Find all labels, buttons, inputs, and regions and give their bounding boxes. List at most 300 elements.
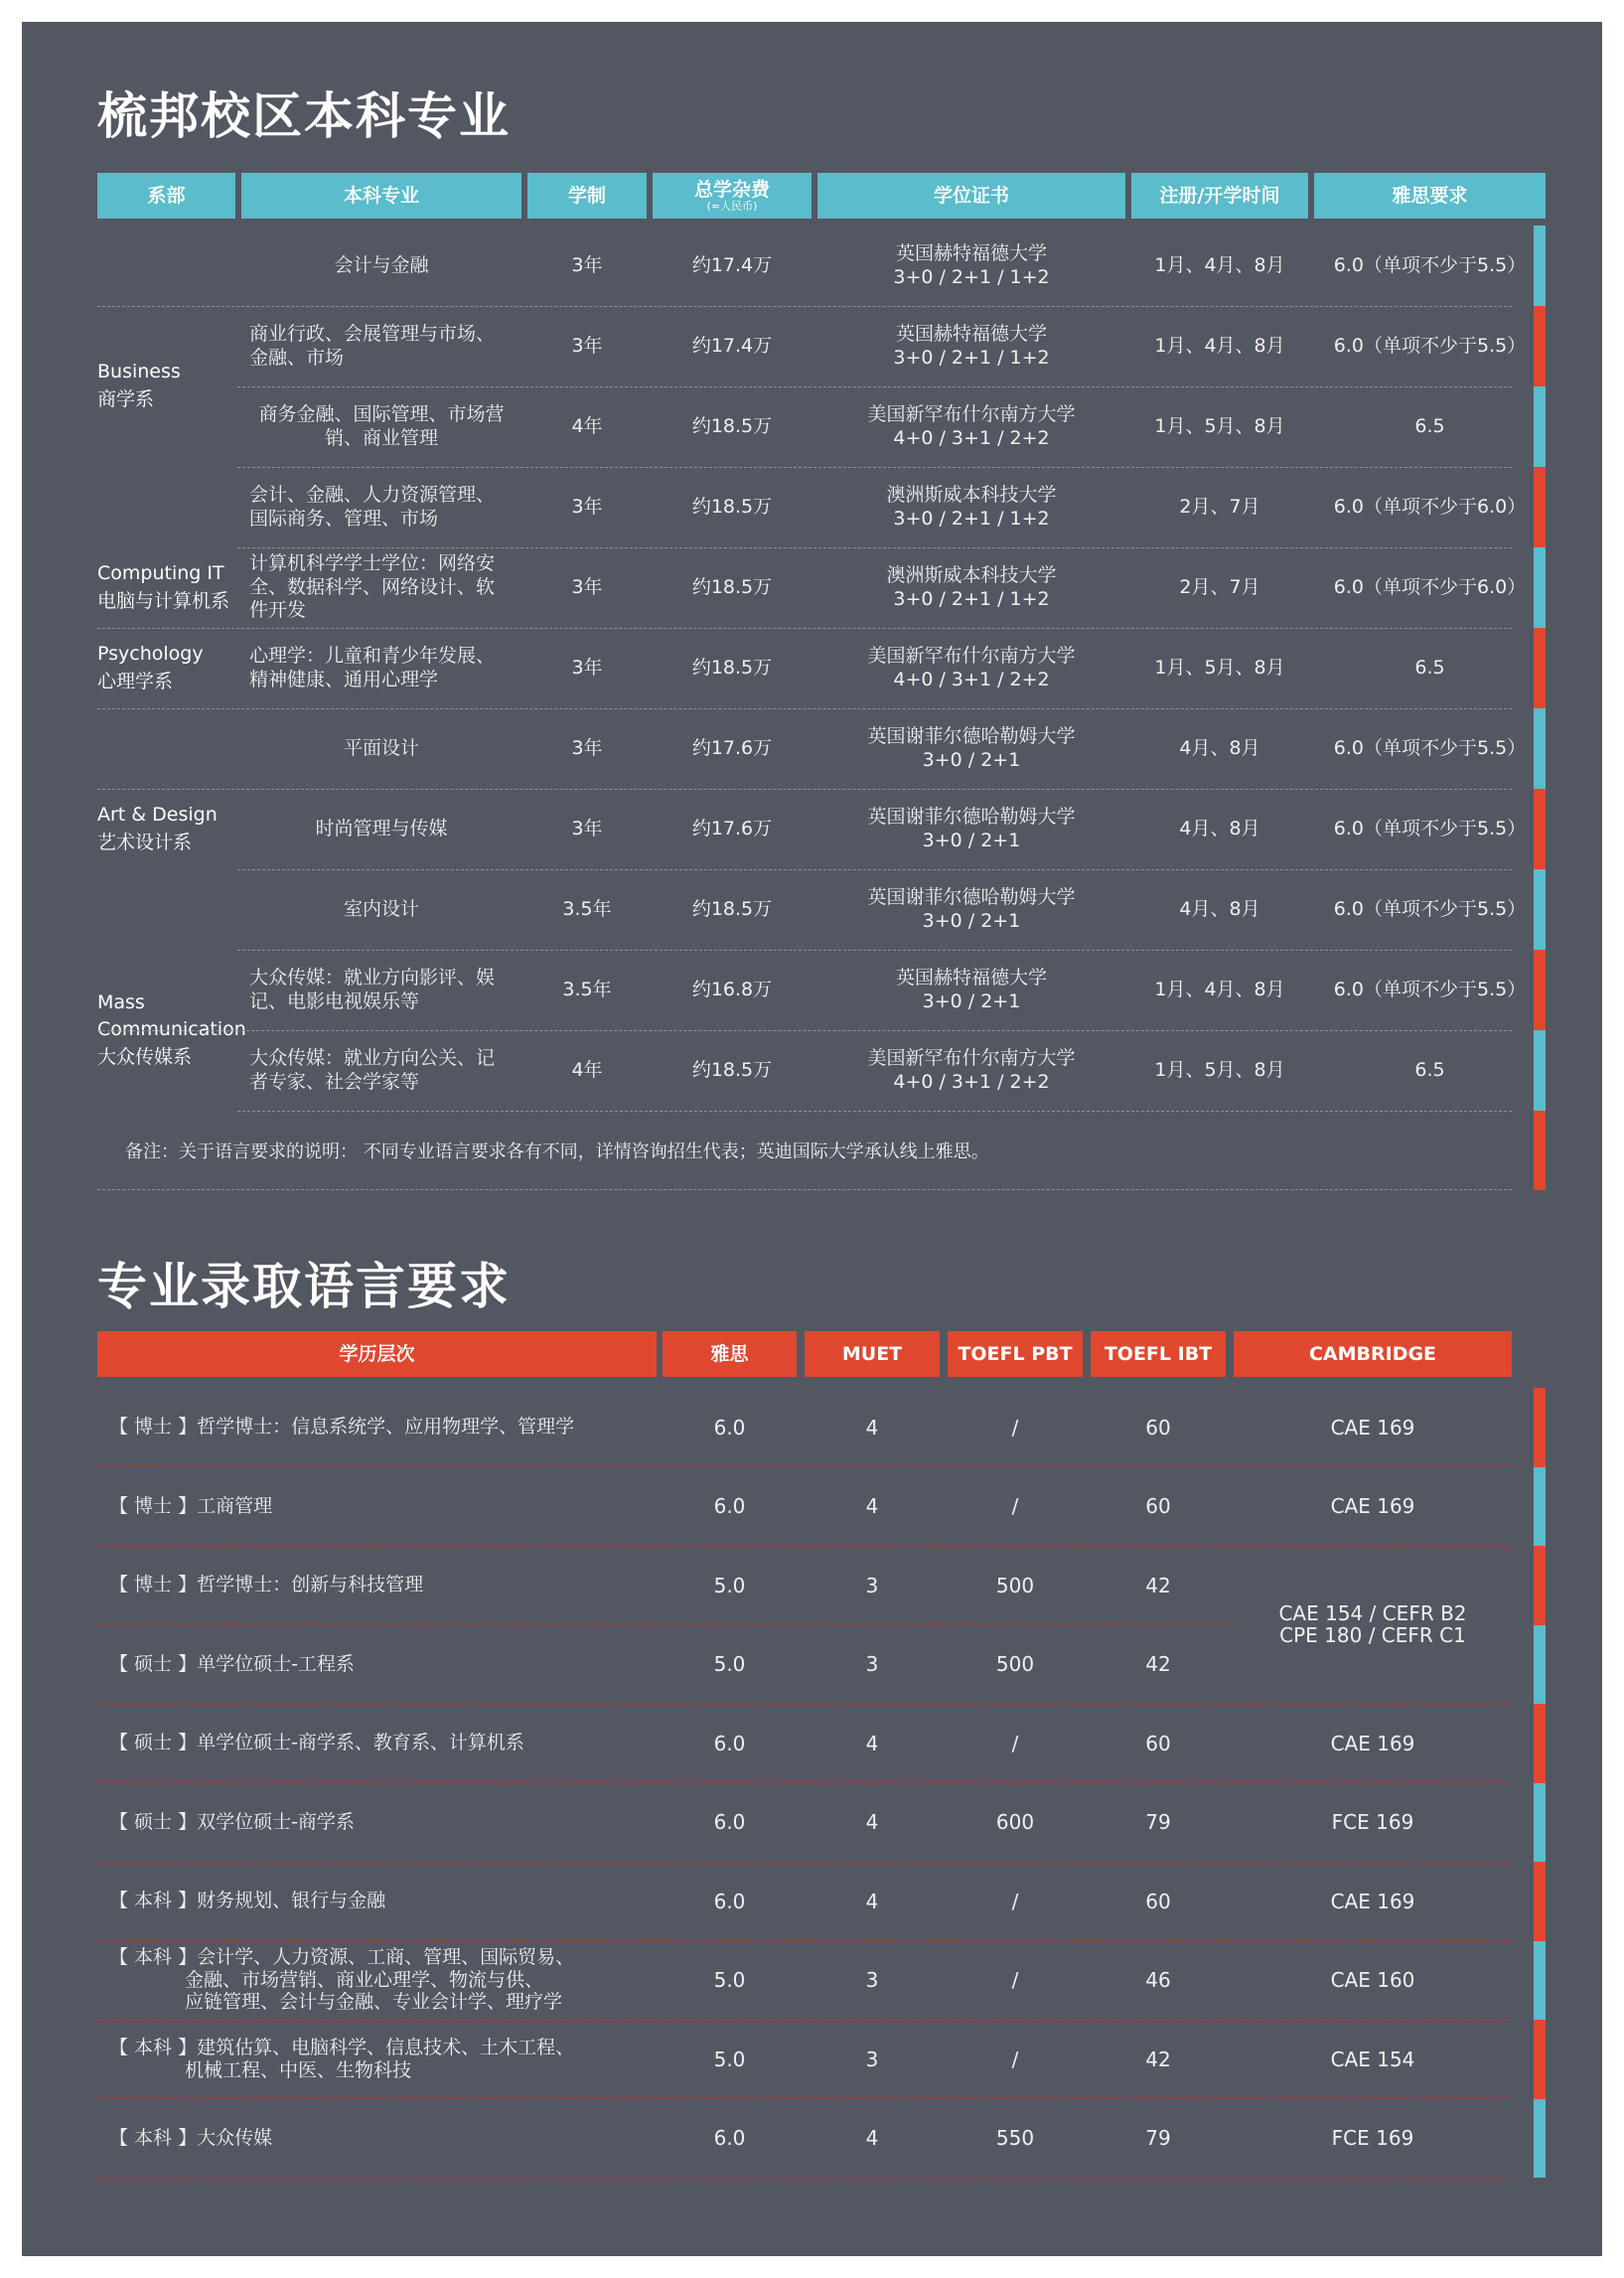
intake-cell: [1131, 547, 1308, 628]
toefl-ibt-cell-text: 60: [1145, 1494, 1171, 1518]
duration-cell: [527, 869, 647, 950]
duration-cell: [527, 467, 647, 547]
accent-bar: [1534, 950, 1546, 1030]
header-intake: 注册/开学时间: [1131, 173, 1308, 219]
ielts-cell: [663, 1704, 797, 1782]
toefl-pbt-cell: [948, 1704, 1083, 1782]
ielts-cell: [663, 2099, 797, 2178]
duration-cell: [527, 1030, 647, 1111]
intake-cell-text: 1月、5月、8月: [1154, 656, 1285, 679]
ielts-cell-text: 6.0: [713, 1889, 746, 1913]
toefl-ibt-cell-text: 42: [1145, 1652, 1171, 1676]
cambridge-cell: [1234, 1388, 1512, 1466]
dept-psychology: Psychology 心理学系: [97, 642, 204, 692]
cambridge-merged-cell: CAE 154 / CEFR B2 CPE 180 / CEFR C1: [1278, 1600, 1467, 1647]
duration-cell-text: 3年: [571, 253, 603, 276]
major-cell: [241, 306, 521, 386]
ielts-cell-text: 6.5: [1414, 656, 1445, 679]
accent-bar: [1534, 789, 1546, 869]
major-cell-text: 计算机科学学士学位：网络安 全、数据科学、网络设计、软 件开发: [249, 551, 496, 622]
intake-cell: [1131, 869, 1308, 950]
cambridge-cell-text: CAE 169: [1330, 1494, 1415, 1518]
major-cell: [241, 950, 521, 1030]
cambridge-cell-text: FCE 169: [1331, 2126, 1414, 2150]
cambridge-cell: [1234, 2020, 1512, 2098]
program-row: [237, 386, 1512, 468]
duration-cell-text: 4年: [571, 414, 603, 437]
language-row: [97, 2099, 1512, 2179]
header-toefl-pbt: TOEFL PBT: [948, 1331, 1083, 1377]
level-cell-text: 【 博士 】工商管理: [109, 1494, 273, 1517]
major-cell-text: 平面设计: [343, 736, 419, 759]
toefl-ibt-cell: [1091, 1862, 1226, 1940]
language-row: [97, 1467, 1512, 1547]
muet-cell-text: 3: [865, 1652, 879, 1676]
major-cell-text: 大众传媒：就业方向影评、娱 记、电影电视娱乐等: [249, 966, 496, 1012]
level-cell-text: 【 本科 】建筑估算、电脑科学、信息技术、土木工程、 机械工程、中医、生物科技: [109, 2036, 575, 2081]
language-row: [97, 2020, 1512, 2099]
muet-cell: [805, 1625, 940, 1704]
ielts-cell: [663, 1546, 797, 1624]
degree-cell-text: 英国赫特福德大学 3+0 / 2+1 / 1+2: [893, 241, 1050, 288]
muet-cell: [805, 1783, 940, 1862]
muet-cell: [805, 1941, 940, 2020]
muet-cell-text: 4: [865, 1494, 879, 1518]
intake-cell: [1131, 950, 1308, 1030]
duration-cell: [527, 628, 647, 708]
ielts-cell-text: 5.0: [713, 1652, 746, 1676]
duration-cell: [527, 226, 647, 306]
intake-cell-text: 2月、7月: [1179, 575, 1260, 598]
toefl-ibt-cell: [1091, 1388, 1226, 1466]
intake-cell-text: 1月、4月、8月: [1154, 334, 1285, 357]
ielts-cell-text: 6.0（单项不少于5.5）: [1333, 978, 1527, 1000]
ielts-cell-text: 6.0: [713, 1415, 746, 1440]
duration-cell: [527, 950, 647, 1030]
cambridge-cell: [1234, 1467, 1512, 1546]
ielts-cell: [1314, 869, 1546, 950]
program-row: [97, 950, 1527, 1031]
fee-cell: [653, 628, 812, 708]
intake-cell: [1131, 226, 1308, 306]
level-cell: [97, 1546, 657, 1624]
toefl-ibt-cell: [1091, 1704, 1226, 1782]
ielts-cell-text: 6.0（单项不少于5.5）: [1333, 817, 1527, 839]
muet-cell: [805, 1704, 940, 1782]
dept-computing: Computing IT 电脑与计算机系: [97, 561, 230, 612]
accent-bar: [1534, 1941, 1546, 2021]
header-major: 本科专业: [241, 173, 521, 219]
toefl-ibt-cell-text: 60: [1145, 1731, 1171, 1755]
ielts-cell: [663, 1467, 797, 1546]
intake-cell-text: 4月、8月: [1179, 897, 1260, 920]
header-ielts: 雅思要求: [1314, 173, 1546, 219]
fee-cell: [653, 950, 812, 1030]
ielts-cell: [663, 1941, 797, 2020]
toefl-pbt-cell-text: /: [1011, 1494, 1019, 1518]
toefl-pbt-cell-text: 500: [995, 1652, 1035, 1676]
ielts-cell: [663, 1388, 797, 1466]
ielts-cell-text: 6.5: [1414, 1058, 1445, 1081]
degree-cell-text: 英国谢菲尔德哈勒姆大学 3+0 / 2+1: [867, 724, 1076, 771]
fee-cell-text: 约18.5万: [691, 897, 773, 920]
language-row: [97, 1783, 1512, 1863]
muet-cell: [805, 1467, 940, 1546]
duration-cell: [527, 708, 647, 789]
ielts-cell-text: 6.0（单项不少于6.0）: [1333, 575, 1527, 598]
level-cell-text: 【 硕士 】单学位硕士-商学系、教育系、计算机系: [109, 1732, 524, 1754]
muet-cell-text: 4: [865, 1810, 879, 1834]
duration-cell: [527, 306, 647, 386]
major-cell-text: 会计与金融: [334, 253, 429, 276]
language-row: [97, 1388, 1512, 1467]
duration-cell-text: 3.5年: [562, 978, 612, 1000]
fee-cell: [653, 1030, 812, 1111]
cambridge-cell-text: CAE 154: [1330, 2047, 1415, 2071]
duration-cell-text: 3年: [571, 575, 603, 598]
intake-cell-text: 1月、5月、8月: [1154, 1058, 1285, 1081]
level-cell: [97, 2099, 657, 2178]
major-cell: [241, 789, 521, 869]
level-cell-text: 【 本科 】财务规划、银行与金融: [109, 1890, 386, 1912]
degree-cell: [817, 628, 1125, 708]
header-duration: 学制: [527, 173, 647, 219]
accent-bar: [1534, 1467, 1546, 1547]
toefl-ibt-cell-text: 60: [1145, 1889, 1171, 1913]
degree-cell: [817, 386, 1125, 467]
intake-cell: [1131, 386, 1308, 467]
ielts-cell-text: 6.0（单项不少于5.5）: [1333, 334, 1527, 357]
language-row: [97, 1862, 1512, 1941]
degree-cell: [817, 869, 1125, 950]
major-cell: [241, 708, 521, 789]
cambridge-cell-text: CAE 169: [1330, 1731, 1415, 1755]
accent-bar: [1534, 2099, 1546, 2179]
toefl-ibt-cell-text: 79: [1145, 1810, 1171, 1834]
degree-cell: [817, 226, 1125, 306]
fee-cell: [653, 467, 812, 547]
header-muet: MUET: [805, 1331, 940, 1377]
intake-cell: [1131, 708, 1308, 789]
duration-cell-text: 3年: [571, 495, 603, 518]
major-cell-text: 会计、金融、人力资源管理、 国际商务、管理、市场: [249, 483, 496, 530]
toefl-ibt-cell-text: 42: [1145, 2047, 1171, 2071]
major-cell: [241, 547, 521, 628]
dept-business: Business 商学系: [97, 361, 181, 410]
accent-bar: [1534, 1546, 1546, 1625]
cambridge-cell: [1234, 1941, 1512, 2020]
degree-cell: [817, 950, 1125, 1030]
degree-cell: [817, 1030, 1125, 1111]
toefl-pbt-cell-text: /: [1011, 2047, 1019, 2071]
language-row: [97, 1941, 1512, 2021]
duration-cell-text: 3年: [571, 736, 603, 759]
ielts-cell-text: 6.0: [713, 1810, 746, 1834]
header-ielts-2: 雅思: [663, 1331, 797, 1377]
degree-cell-text: 澳洲斯威本科技大学 3+0 / 2+1 / 1+2: [886, 563, 1057, 610]
toefl-pbt-cell-text: /: [1011, 1968, 1019, 1992]
accent-bar: [1534, 1862, 1546, 1941]
toefl-pbt-cell-text: /: [1011, 1731, 1019, 1755]
degree-cell: [817, 708, 1125, 789]
toefl-pbt-cell-text: 600: [995, 1810, 1035, 1834]
ielts-cell-text: 5.0: [713, 2047, 746, 2071]
major-cell-text: 大众传媒：就业方向公关、记 者专家、社会学家等: [249, 1046, 496, 1093]
fee-cell-text: 约18.5万: [691, 495, 773, 518]
ielts-cell: [663, 1783, 797, 1862]
language-row: [97, 1704, 1512, 1783]
intake-cell-text: 4月、8月: [1179, 736, 1260, 759]
fee-cell: [653, 226, 812, 306]
ielts-cell: [1314, 467, 1546, 547]
degree-cell-text: 澳洲斯威本科技大学 3+0 / 2+1 / 1+2: [886, 483, 1057, 530]
degree-cell-text: 美国新罕布什尔南方大学 4+0 / 3+1 / 2+2: [867, 402, 1076, 449]
toefl-pbt-cell-text: 500: [995, 1573, 1035, 1597]
accent-bar: [1534, 1704, 1546, 1783]
ielts-cell-text: 5.0: [713, 1573, 746, 1597]
cambridge-cell-text: CAE 169: [1330, 1889, 1415, 1913]
program-row: [237, 306, 1527, 387]
level-cell-text: 【 本科 】大众传媒: [109, 2126, 273, 2149]
level-cell-text: 【 博士 】哲学博士：创新与科技管理: [109, 1574, 424, 1596]
cambridge-cell-text: CAE 160: [1330, 1968, 1415, 1992]
ielts-cell: [1314, 226, 1546, 306]
duration-cell-text: 3.5年: [562, 897, 612, 920]
major-cell: [241, 467, 521, 547]
level-cell: [97, 1467, 657, 1546]
degree-cell: [817, 467, 1125, 547]
ielts-cell: [1314, 547, 1546, 628]
intake-cell: [1131, 628, 1308, 708]
toefl-pbt-cell-text: /: [1011, 1889, 1019, 1913]
level-cell: [97, 1704, 657, 1782]
dept-mass-communication: Mass Communication 大众传媒系: [97, 990, 246, 1068]
header-cambridge: CAMBRIDGE: [1234, 1331, 1512, 1377]
duration-cell-text: 4年: [571, 1058, 603, 1081]
ielts-cell-text: 6.5: [1414, 414, 1445, 437]
major-cell: [241, 869, 521, 950]
ielts-cell-text: 6.0（单项不少于6.0）: [1333, 495, 1527, 518]
ielts-cell: [1314, 386, 1546, 467]
accent-bar: [1534, 386, 1546, 467]
major-cell-text: 商业行政、会展管理与市场、 金融、市场: [249, 322, 496, 369]
level-cell: [97, 1388, 657, 1466]
toefl-pbt-cell-text: /: [1011, 1415, 1019, 1440]
fee-cell-text: 约17.4万: [691, 334, 773, 357]
level-cell: [97, 1625, 657, 1704]
muet-cell: [805, 1862, 940, 1940]
level-cell: [97, 1941, 657, 2020]
accent-bar: [1534, 306, 1546, 386]
level-cell-text: 【 硕士 】单学位硕士-工程系: [109, 1652, 355, 1675]
muet-cell-text: 4: [865, 2126, 879, 2150]
toefl-pbt-cell: [948, 2020, 1083, 2098]
toefl-ibt-cell: [1091, 1546, 1226, 1624]
degree-cell: [817, 306, 1125, 386]
degree-cell-text: 英国赫特福德大学 3+0 / 2+1: [895, 966, 1047, 1012]
program-row: [97, 628, 1512, 709]
intake-cell-text: 1月、4月、8月: [1154, 253, 1285, 276]
duration-cell-text: 3年: [571, 334, 603, 357]
muet-cell-text: 3: [865, 1968, 879, 1992]
ielts-cell: [1314, 708, 1546, 789]
intake-cell: [1131, 467, 1308, 547]
intake-cell: [1131, 1030, 1308, 1111]
toefl-ibt-cell: [1091, 1467, 1226, 1546]
program-row: [97, 547, 1527, 629]
toefl-ibt-cell-text: 46: [1145, 1968, 1171, 1992]
degree-cell: [817, 789, 1125, 869]
ielts-cell: [1314, 789, 1546, 869]
fee-cell-text: 约18.5万: [691, 1058, 773, 1081]
ielts-cell: [663, 1862, 797, 1940]
fee-cell: [653, 708, 812, 789]
toefl-ibt-cell-text: 42: [1145, 1573, 1171, 1597]
header-degree: 学位证书: [817, 173, 1125, 219]
toefl-ibt-cell-text: 60: [1145, 1415, 1171, 1440]
degree-cell-text: 英国谢菲尔德哈勒姆大学 3+0 / 2+1: [867, 805, 1076, 851]
degree-cell-text: 美国新罕布什尔南方大学 4+0 / 3+1 / 2+2: [867, 1046, 1076, 1093]
fee-cell: [653, 869, 812, 950]
cambridge-cell: [1234, 1783, 1512, 1862]
toefl-ibt-cell: [1091, 2020, 1226, 2098]
toefl-pbt-cell-text: 550: [995, 2126, 1035, 2150]
accent-bar: [1534, 1783, 1546, 1863]
program-row: [237, 467, 1527, 548]
toefl-pbt-cell: [948, 2099, 1083, 2178]
program-row: [237, 1030, 1512, 1112]
intake-cell: [1131, 789, 1308, 869]
fee-cell-text: 约17.4万: [691, 253, 773, 276]
toefl-ibt-cell: [1091, 1625, 1226, 1704]
duration-cell: [527, 547, 647, 628]
cambridge-cell-text: FCE 169: [1331, 1810, 1414, 1834]
fee-cell-text: 约16.8万: [691, 978, 773, 1000]
dept-art-design: Art & Design 艺术设计系: [97, 803, 218, 853]
ielts-cell-text: 6.0: [713, 1731, 746, 1755]
ielts-cell: [1314, 950, 1546, 1030]
muet-cell: [805, 2099, 940, 2178]
degree-cell-text: 英国谢菲尔德哈勒姆大学 3+0 / 2+1: [867, 885, 1076, 932]
toefl-ibt-cell-text: 79: [1145, 2126, 1171, 2150]
level-cell: [97, 1783, 657, 1862]
duration-cell-text: 3年: [571, 817, 603, 839]
accent-bar: [1534, 1388, 1546, 1467]
fee-cell-text: 约17.6万: [691, 736, 773, 759]
ielts-cell: [1314, 1030, 1546, 1111]
major-cell: [241, 628, 521, 708]
accent-bar: [1534, 869, 1546, 950]
accent-bar: [1534, 1030, 1546, 1111]
duration-cell: [527, 789, 647, 869]
intake-cell-text: 2月、7月: [1179, 495, 1260, 518]
ielts-cell-text: 6.0（单项不少于5.5）: [1333, 253, 1527, 276]
ielts-cell-text: 6.0（单项不少于5.5）: [1333, 736, 1527, 759]
toefl-pbt-cell: [948, 1625, 1083, 1704]
muet-cell-text: 3: [865, 1573, 879, 1597]
accent-bar: [1534, 547, 1546, 628]
ielts-cell: [1314, 306, 1546, 386]
header-fee: 总学杂费 (≈人民币): [653, 173, 812, 219]
muet-cell: [805, 1388, 940, 1466]
fee-cell-text: 约17.6万: [691, 817, 773, 839]
cambridge-cell-text: CAE 169: [1330, 1415, 1415, 1440]
cambridge-cell: [1234, 2099, 1512, 2178]
level-cell: [97, 2020, 657, 2098]
muet-cell-text: 4: [865, 1889, 879, 1913]
ielts-cell: [1314, 628, 1546, 708]
accent-bar: [1534, 1625, 1546, 1705]
accent-bar: [1534, 226, 1546, 306]
toefl-pbt-cell: [948, 1388, 1083, 1466]
major-cell-text: 商务金融、国际管理、市场营 销、商业管理: [258, 402, 505, 449]
fee-cell: [653, 547, 812, 628]
ielts-cell-text: 6.0: [713, 1494, 746, 1518]
toefl-pbt-cell: [948, 1783, 1083, 1862]
major-cell-text: 室内设计: [343, 897, 419, 920]
toefl-pbt-cell: [948, 1546, 1083, 1624]
accent-bar: [1534, 628, 1546, 708]
duration-cell-text: 3年: [571, 656, 603, 679]
muet-cell-text: 4: [865, 1731, 879, 1755]
level-cell-text: 【 本科 】会计学、人力资源、工商、管理、国际贸易、 金融、市场营销、商业心理学、物流与供、 应链管理、会计与金融、专业会计学、理疗学: [109, 1945, 575, 2014]
program-row: [237, 869, 1527, 951]
accent-bar: [1534, 2020, 1546, 2099]
ielts-cell-text: 6.0: [713, 2126, 746, 2150]
accent-bar: [1534, 467, 1546, 547]
degree-cell-text: 美国新罕布什尔南方大学 4+0 / 3+1 / 2+2: [867, 644, 1076, 690]
fee-cell-text: 约18.5万: [691, 575, 773, 598]
intake-cell: [1131, 306, 1308, 386]
program-row: [97, 708, 1527, 790]
fee-cell: [653, 386, 812, 467]
ielts-cell: [663, 2020, 797, 2098]
fee-cell: [653, 306, 812, 386]
toefl-ibt-cell: [1091, 2099, 1226, 2178]
toefl-pbt-cell: [948, 1467, 1083, 1546]
intake-cell-text: 4月、8月: [1179, 817, 1260, 839]
level-cell: [97, 1862, 657, 1940]
toefl-pbt-cell: [948, 1862, 1083, 1940]
major-cell-text: 时尚管理与传媒: [315, 817, 448, 839]
program-row: [237, 789, 1527, 870]
major-cell: [241, 226, 521, 306]
fee-cell: [653, 789, 812, 869]
program-row: [97, 226, 1527, 307]
cambridge-cell: [1234, 1862, 1512, 1940]
muet-cell-text: 4: [865, 1415, 879, 1440]
brochure-page: [22, 22, 1602, 2256]
toefl-ibt-cell: [1091, 1941, 1226, 2020]
ielts-cell: [663, 1625, 797, 1704]
header-dept: 系部: [97, 173, 235, 219]
degree-cell-text: 英国赫特福德大学 3+0 / 2+1 / 1+2: [893, 322, 1050, 369]
language-note: 备注：关于语言要求的说明： 不同专业语言要求各有不同，详情咨询招生代表；英迪国际大学承认线上雅思。: [97, 1111, 1512, 1190]
muet-cell: [805, 2020, 940, 2098]
fee-cell-text: 约18.5万: [691, 656, 773, 679]
degree-cell: [817, 547, 1125, 628]
major-cell-text: 心理学：儿童和青少年发展、 精神健康、通用心理学: [249, 644, 496, 690]
ielts-cell-text: 5.0: [713, 1968, 746, 1992]
level-cell-text: 【 博士 】哲学博士：信息系统学、应用物理学、管理学: [109, 1416, 575, 1439]
fee-cell-text: 约18.5万: [691, 414, 773, 437]
section1-title: 梳邦校区本科专业: [97, 87, 511, 145]
cambridge-cell: [1234, 1704, 1512, 1782]
header-level: 学历层次: [97, 1331, 657, 1377]
major-cell: [241, 1030, 521, 1111]
header-toefl-ibt: TOEFL IBT: [1091, 1331, 1226, 1377]
intake-cell-text: 1月、4月、8月: [1154, 978, 1285, 1000]
